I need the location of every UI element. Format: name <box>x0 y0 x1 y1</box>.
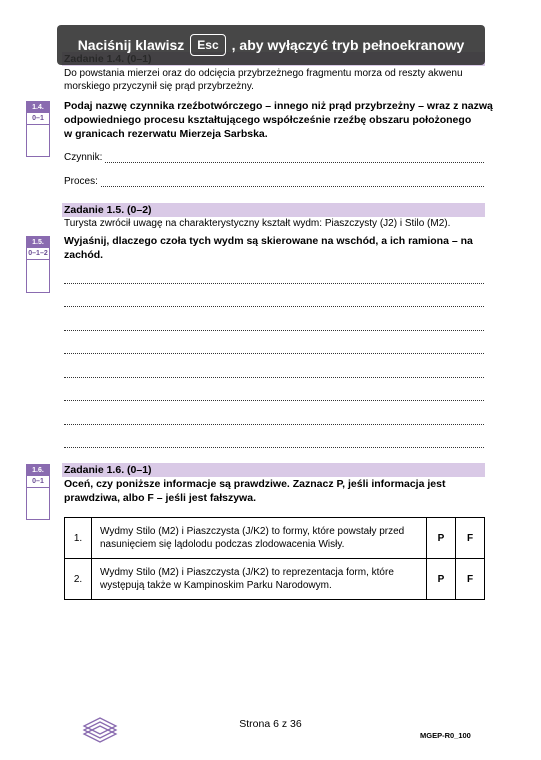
task-1-6-badge <box>26 464 50 520</box>
context-line: Do powstania mierzei oraz do odcięcia przybrzeżnego fragmentu morza od reszty akwenu <box>64 68 463 79</box>
true-false-table <box>64 517 485 600</box>
task-1-4-command <box>64 99 493 141</box>
task-1-5-command <box>64 234 473 262</box>
option-false[interactable]: F <box>456 559 485 600</box>
command-line: Podaj nazwę czynnika rzeźbotwórczego – innego niż prąd przybrzeżny – wraz z nazwą <box>64 100 493 112</box>
statement-line: Wydmy Stilo (M2) i Piaszczysta (J/K2) to formy, które powstały przed <box>100 526 405 537</box>
command-line: Wyjaśnij, dlaczego czoła tych wydm są skierowane na wschód, a ich ramiona – na <box>64 235 473 247</box>
badge-points: 0–1 <box>27 113 49 125</box>
answer-line[interactable] <box>64 447 484 448</box>
table-row <box>65 559 485 600</box>
command-line: w granicach rezerwatu Mierzeja Sarbska. <box>64 128 268 140</box>
answer-line[interactable] <box>64 424 484 425</box>
task-1-6-command <box>64 477 445 505</box>
statement-line: nasunięciem się lądolodu podczas zlodowacenia Wisły. <box>100 539 345 550</box>
command-line: odpowiedniego procesu kształtującego współcześnie rzeźbę obszaru położonego <box>64 114 472 126</box>
answer-line[interactable] <box>64 283 484 284</box>
answer-line[interactable] <box>64 353 484 354</box>
badge-number: 1.6. <box>27 465 49 476</box>
context-line: morskiego przyczynił się prąd przybrzeżny. <box>64 81 254 92</box>
answer-line[interactable] <box>64 306 484 307</box>
answer-line[interactable] <box>64 330 484 331</box>
table-row <box>65 518 485 559</box>
banner-text-before: Naciśnij klawisz <box>77 37 185 53</box>
banner-text-after: , aby wyłączyć tryb pełnoekranowy <box>231 37 465 53</box>
command-line: prawdziwa, albo F – jeśli jest fałszywa. <box>64 492 256 504</box>
option-false[interactable]: F <box>456 518 485 559</box>
task-1-4-badge <box>26 101 50 157</box>
page-number: Strona 6 z 36 <box>239 718 302 730</box>
statement-number: 1. <box>65 518 92 559</box>
statement-line: Wydmy Stilo (M2) i Piaszczysta (J/K2) to reprezentacja form, które <box>100 567 394 578</box>
task-1-5-badge <box>26 236 50 293</box>
badge-points: 0–1–2 <box>27 248 49 260</box>
fullscreen-exit-banner <box>57 25 485 65</box>
exam-code: MGEP-R0_100 <box>420 731 471 740</box>
command-line: zachód. <box>64 249 104 261</box>
statement-text <box>92 559 427 600</box>
option-true[interactable]: P <box>427 518 456 559</box>
answer-line[interactable] <box>64 400 484 401</box>
badge-points: 0–1 <box>27 476 49 488</box>
task-1-5-header: Zadanie 1.5. (0–2) <box>62 203 485 217</box>
answer-line-factor[interactable] <box>64 162 484 163</box>
esc-key-badge[interactable]: Esc <box>190 34 225 56</box>
factor-label: Czynnik: <box>64 152 103 163</box>
statement-line: występują także w Kampinoskim Parku Narodowym. <box>100 580 332 591</box>
task-1-6-header: Zadanie 1.6. (0–1) <box>62 463 485 477</box>
statement-text <box>92 518 427 559</box>
badge-number: 1.4. <box>27 102 49 113</box>
answer-line-process[interactable] <box>64 186 484 187</box>
answer-line[interactable] <box>64 377 484 378</box>
command-line: Oceń, czy poniższe informacje są prawdziwe. Zaznacz P, jeśli informacja jest <box>64 478 446 490</box>
process-label: Proces: <box>64 176 98 187</box>
task-1-5-context: Turysta zwrócił uwagę na charakterystyczny kształt wydm: Piaszczysty (J2) i Stilo (M2). <box>64 218 451 229</box>
badge-number: 1.5. <box>27 237 49 248</box>
statement-number: 2. <box>65 559 92 600</box>
task-1-4-context <box>64 67 463 93</box>
option-true[interactable]: P <box>427 559 456 600</box>
